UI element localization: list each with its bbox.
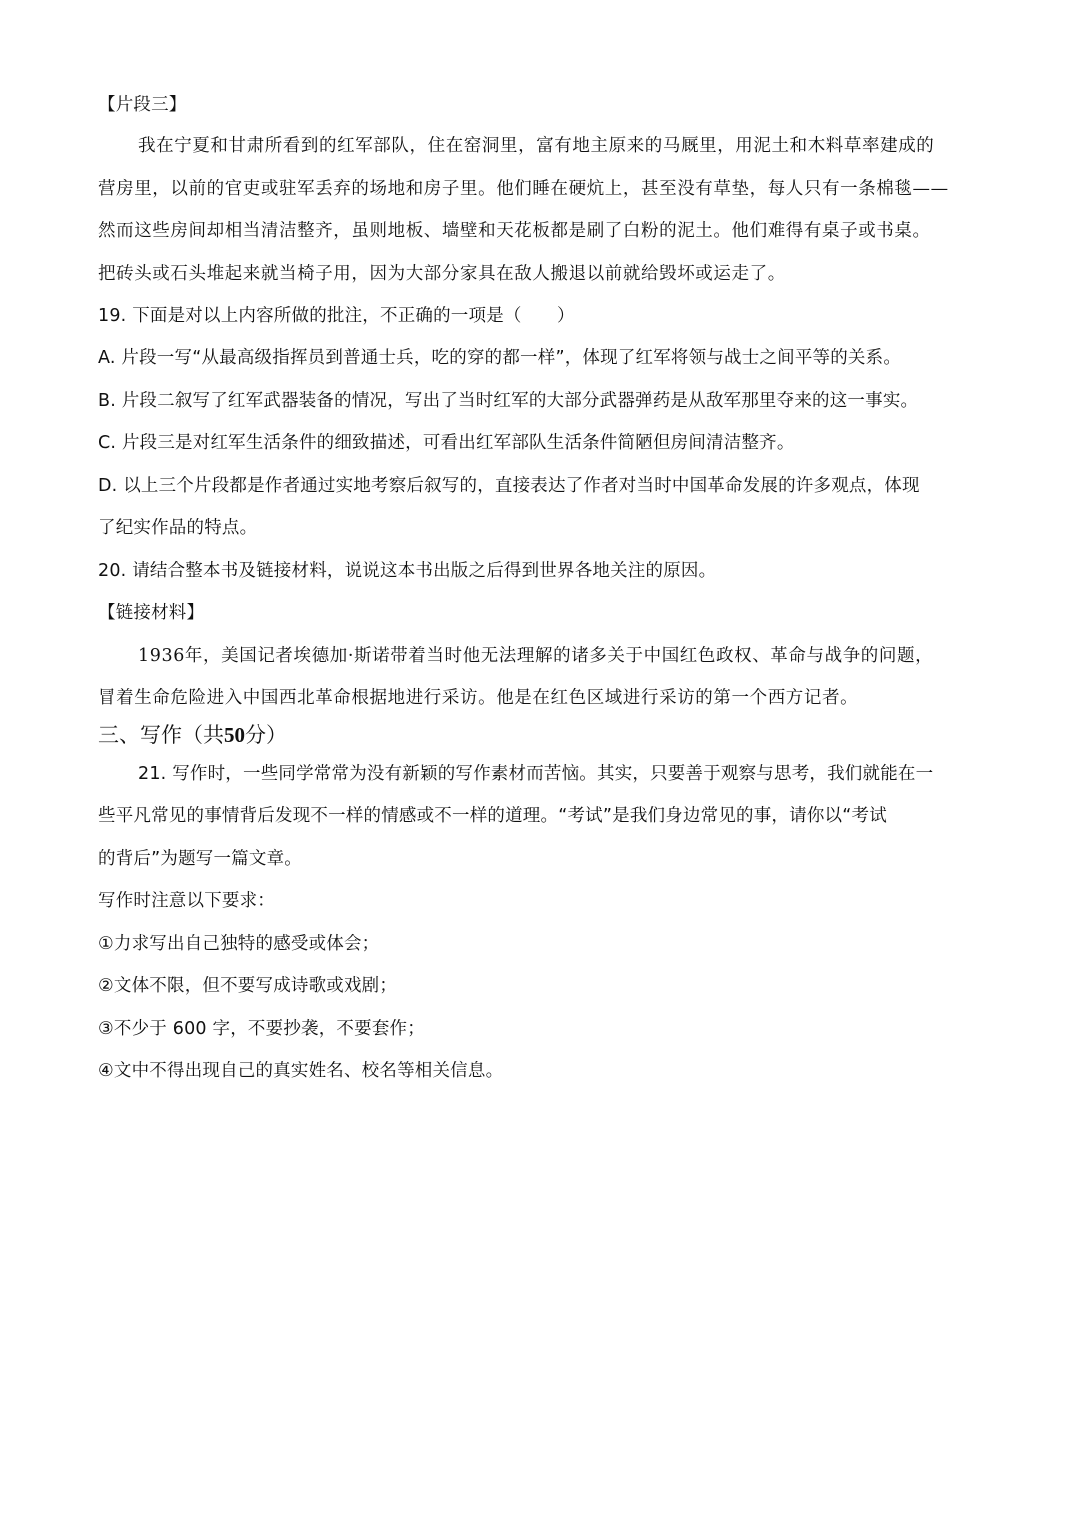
q19-option-a: A. 片段一写“从最高级指挥员到普通士兵，吃的穿的都一样”，体现了红军将领与战士之间平等的关系。	[98, 348, 902, 368]
section3-title-suffix: 分）	[245, 723, 287, 747]
q21-line-2: 些平凡常见的事情背后发现不一样的情感或不一样的道理。“考试”是我们身边常见的事，请你以“考试	[98, 806, 887, 826]
q20-link-line-1: 1936年，美国记者埃德加·斯诺带着当时他无法理解的诸多关于中国红色政权、革命与战争的问题，	[138, 646, 934, 666]
q19-option-d-cont: 了纪实作品的特点。	[98, 518, 258, 538]
q19-option-d: D. 以上三个片段都是作者通过实地考察后叙写的，直接表达了作者对当时中国革命发展的许多观点，体现	[98, 476, 920, 496]
section3-score: 50	[224, 723, 245, 747]
q19-option-b: B. 片段二叙写了红军武器装备的情况，写出了当时红军的大部分武器弹药是从敌军那里夺来的这一事实。	[98, 391, 919, 411]
q21-requirement-1: ①力求写出自己独特的感受或体会；	[98, 934, 380, 954]
q20-link-label: 【链接材料】	[98, 603, 205, 623]
q21-line-3: 的背后”为题写一篇文章。	[98, 849, 302, 869]
q20-link-line-2: 冒着生命危险进入中国西北革命根据地进行采访。他是在红色区域进行采访的第一个西方记者。	[98, 688, 859, 708]
fragment3-line-1: 我在宁夏和甘肃所看到的红军部队，住在窑洞里，富有地主原来的马厩里，用泥土和木料草率建成的	[138, 136, 935, 156]
q21-requirement-2: ②文体不限，但不要写成诗歌或戏剧；	[98, 976, 398, 996]
fragment3-line-3: 然而这些房间却相当清洁整齐，虽则地板、墙壁和天花板都是刷了白粉的泥土。他们难得有桌子或书桌。	[98, 221, 931, 241]
fragment3-line-2: 营房里，以前的官吏或驻军丢弃的场地和房子里。他们睡在硬炕上，甚至没有草垫，每人只有一条棉毯——	[98, 179, 949, 199]
q21-requirements-label: 写作时注意以下要求：	[98, 891, 275, 911]
section3-title	[98, 721, 287, 749]
q21-requirement-3: ③不少于 600 字，不要抄袭，不要套作；	[98, 1019, 425, 1039]
q19-stem: 19. 下面是对以上内容所做的批注，不正确的一项是（ ）	[98, 306, 575, 326]
section3-title-prefix: 三、写作（共	[98, 723, 224, 747]
fragment3-label: 【片段三】	[98, 95, 187, 115]
q19-option-c: C. 片段三是对红军生活条件的细致描述，可看出红军部队生活条件简陋但房间清洁整齐。	[98, 433, 795, 453]
q21-requirement-4: ④文中不得出现自己的真实姓名、校名等相关信息。	[98, 1061, 504, 1081]
q20-stem: 20. 请结合整本书及链接材料，说说这本书出版之后得到世界各地关注的原因。	[98, 561, 717, 581]
q21-line-1: 21. 写作时，一些同学常常为没有新颖的写作素材而苦恼。其实，只要善于观察与思考，我们就能在一	[138, 764, 934, 784]
fragment3-line-4: 把砖头或石头堆起来就当椅子用，因为大部分家具在敌人搬退以前就给毁坏或运走了。	[98, 264, 786, 284]
